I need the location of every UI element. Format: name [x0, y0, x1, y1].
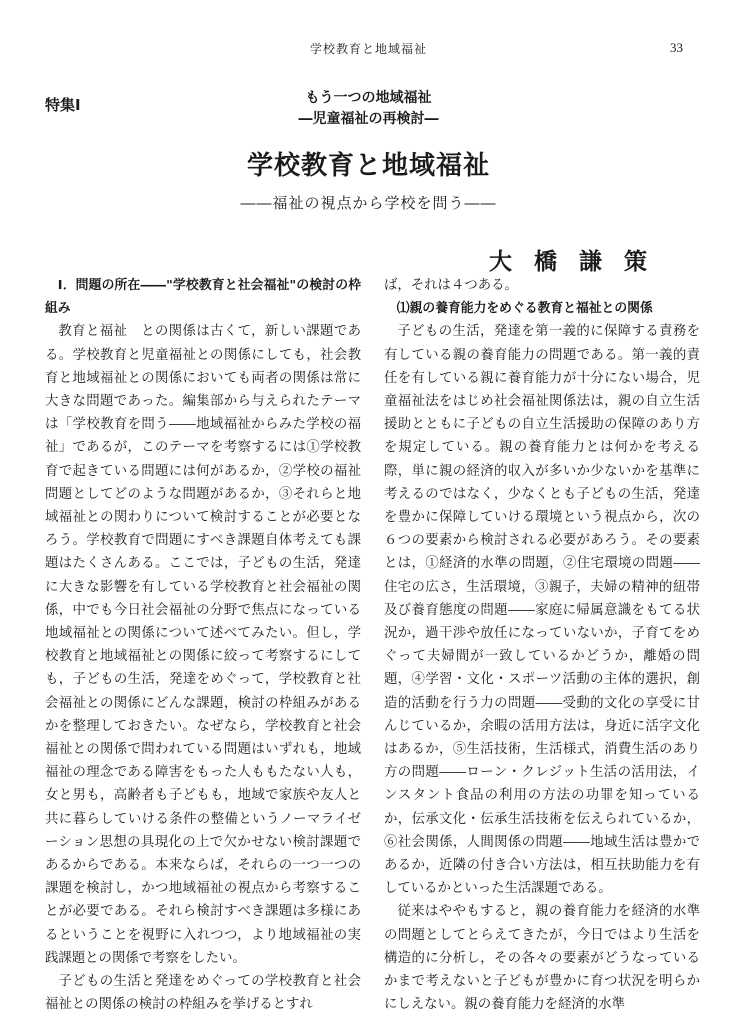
- section-heading: Ⅰ．問題の所在――"学校教育と社会福祉"の検討の枠組み: [45, 278, 361, 317]
- running-head: 学校教育と地域福祉: [309, 42, 427, 56]
- body-paragraph: 教育と福祉 との関係は古くて，新しい課題である。学校教育と児童福祉との関係にしても，社会教育と地域福祉との関係においても両者の関係は常に大きな問題であった。編集部から与えられたテーマは「学校教育を問う――地域福祉からみた学校の福祉」であるが，このテーマを考察するには①学校教育で起きている問題には何があるか，②学校の福祉問題としてどのような問題があるか，③それらと地域福祉との関わりについて検討することが必要となろう。学校教育で問題にすべき課題自体考えても課題はたくさんある。ここでは，子どもの生活，発達に大きな影響を有している学校教育と社会福祉の関係，中でも今日社会福祉の分野で焦点になっている地域福祉との関係について述べてみたい。但し，学校教育と地域福祉との関係に絞って考察するにしても，子どもの生活，発達をめぐって，学校教育と社会福祉との関係にどんな課題，検討の枠組みがあるかを整理しておきたい。なぜなら，学校教育と社会福祉との関係で問われている問題はいずれも，地域福祉の理念である障害をもった人ももたない人も，女と男も，高齢者も子どもも，地域で家族や友人と共に暮らしていける条件の整備というノーマライゼーション思想の具現化の上で欠かせない検討課題であるからである。本来ならば，それらの一つ一つの課題を検討し，かつ地域福祉の視点から考察することが必要である。それら検討すべき課題は多様にあるということを視野に入れつつ，より地域福祉の実践課題との関係で考察をしたい。: [45, 324, 361, 966]
- continued-text: ば，それは４つある。: [384, 278, 518, 293]
- right-column: [384, 274, 700, 1017]
- page-number: 33: [670, 40, 683, 55]
- body-paragraph: 子どもの生活，発達を第一義的に保障する責務を有している親の養育能力の問題である。第一義的責任を有している親に養育能力が十分にない場合，児童福祉法をはじめ社会福祉関係法は，親の自立生活援助とともに子どもの自立生活援助の保障のあり方を規定している。親の養育能力とは何かを考える際，単に親の経済的収入が多いか少ないかを基準に考えるのではなく，少なくとも子どもの生活，発達を豊かに保障していける環境という視点から，次の６つの要素から検討される必要があろう。その要素とは，①経済的水準の問題，②住宅環境の問題――住宅の広さ，生活環境，③親子，夫婦の精神的紐帯及び養育態度の問題――家庭に帰属意識をもてる状況か，過干渉や放任になっていないか，子育てをめぐって夫婦間が一致しているかどうか，離婚の問題，④学習・文化・スポーツ活動の主体的選択，創造的活動を行う力の問題――受動的文化の享受に甘んじているか，余暇の活用方法は，身近に活字文化はあるか，⑤生活技術，生活様式，消費生活のあり方の問題――ローン・クレジット生活の活用法，インスタント食品の利用の方法の功罪を知っているか，伝承文化・伝承生活技術を伝えられているか，⑥社会関係，人間関係の問題――地域生活は豊かであるか，近隣の付き合い方法は，相互扶助能力を有しているかといった生活課題である。: [384, 324, 700, 897]
- subsection-heading: ⑴親の養育能力をめぐる教育と福祉との関係: [396, 301, 653, 317]
- left-column: [45, 274, 361, 1017]
- article-title: 学校教育と地域福祉: [246, 151, 490, 181]
- series-subtitle: ―児童福祉の再検討―: [298, 111, 439, 127]
- article-subtitle: ――福祉の視点から学校を問う――: [240, 194, 497, 212]
- series-title: もう一つの地域福祉: [305, 90, 432, 106]
- series-title-block: [0, 88, 737, 130]
- body-paragraph: 子どもの生活と発達をめぐっての学校教育と社会福祉との関係の検討の枠組みを挙げるとすれ: [45, 974, 361, 1013]
- body-paragraph: 従来はややもすると，親の養育能力を経済的水準の問題としてとらえてきたが，今日ではより生活を構造的に分析し，その各々の要素がどうなっているかまで考えないと子どもが豊かに育つ状況を明らかにしえない。親の養育能力を経済的水準: [384, 904, 700, 1013]
- author-name: 大橋謙策: [489, 248, 669, 275]
- feature-label: 特集Ⅰ: [45, 96, 81, 114]
